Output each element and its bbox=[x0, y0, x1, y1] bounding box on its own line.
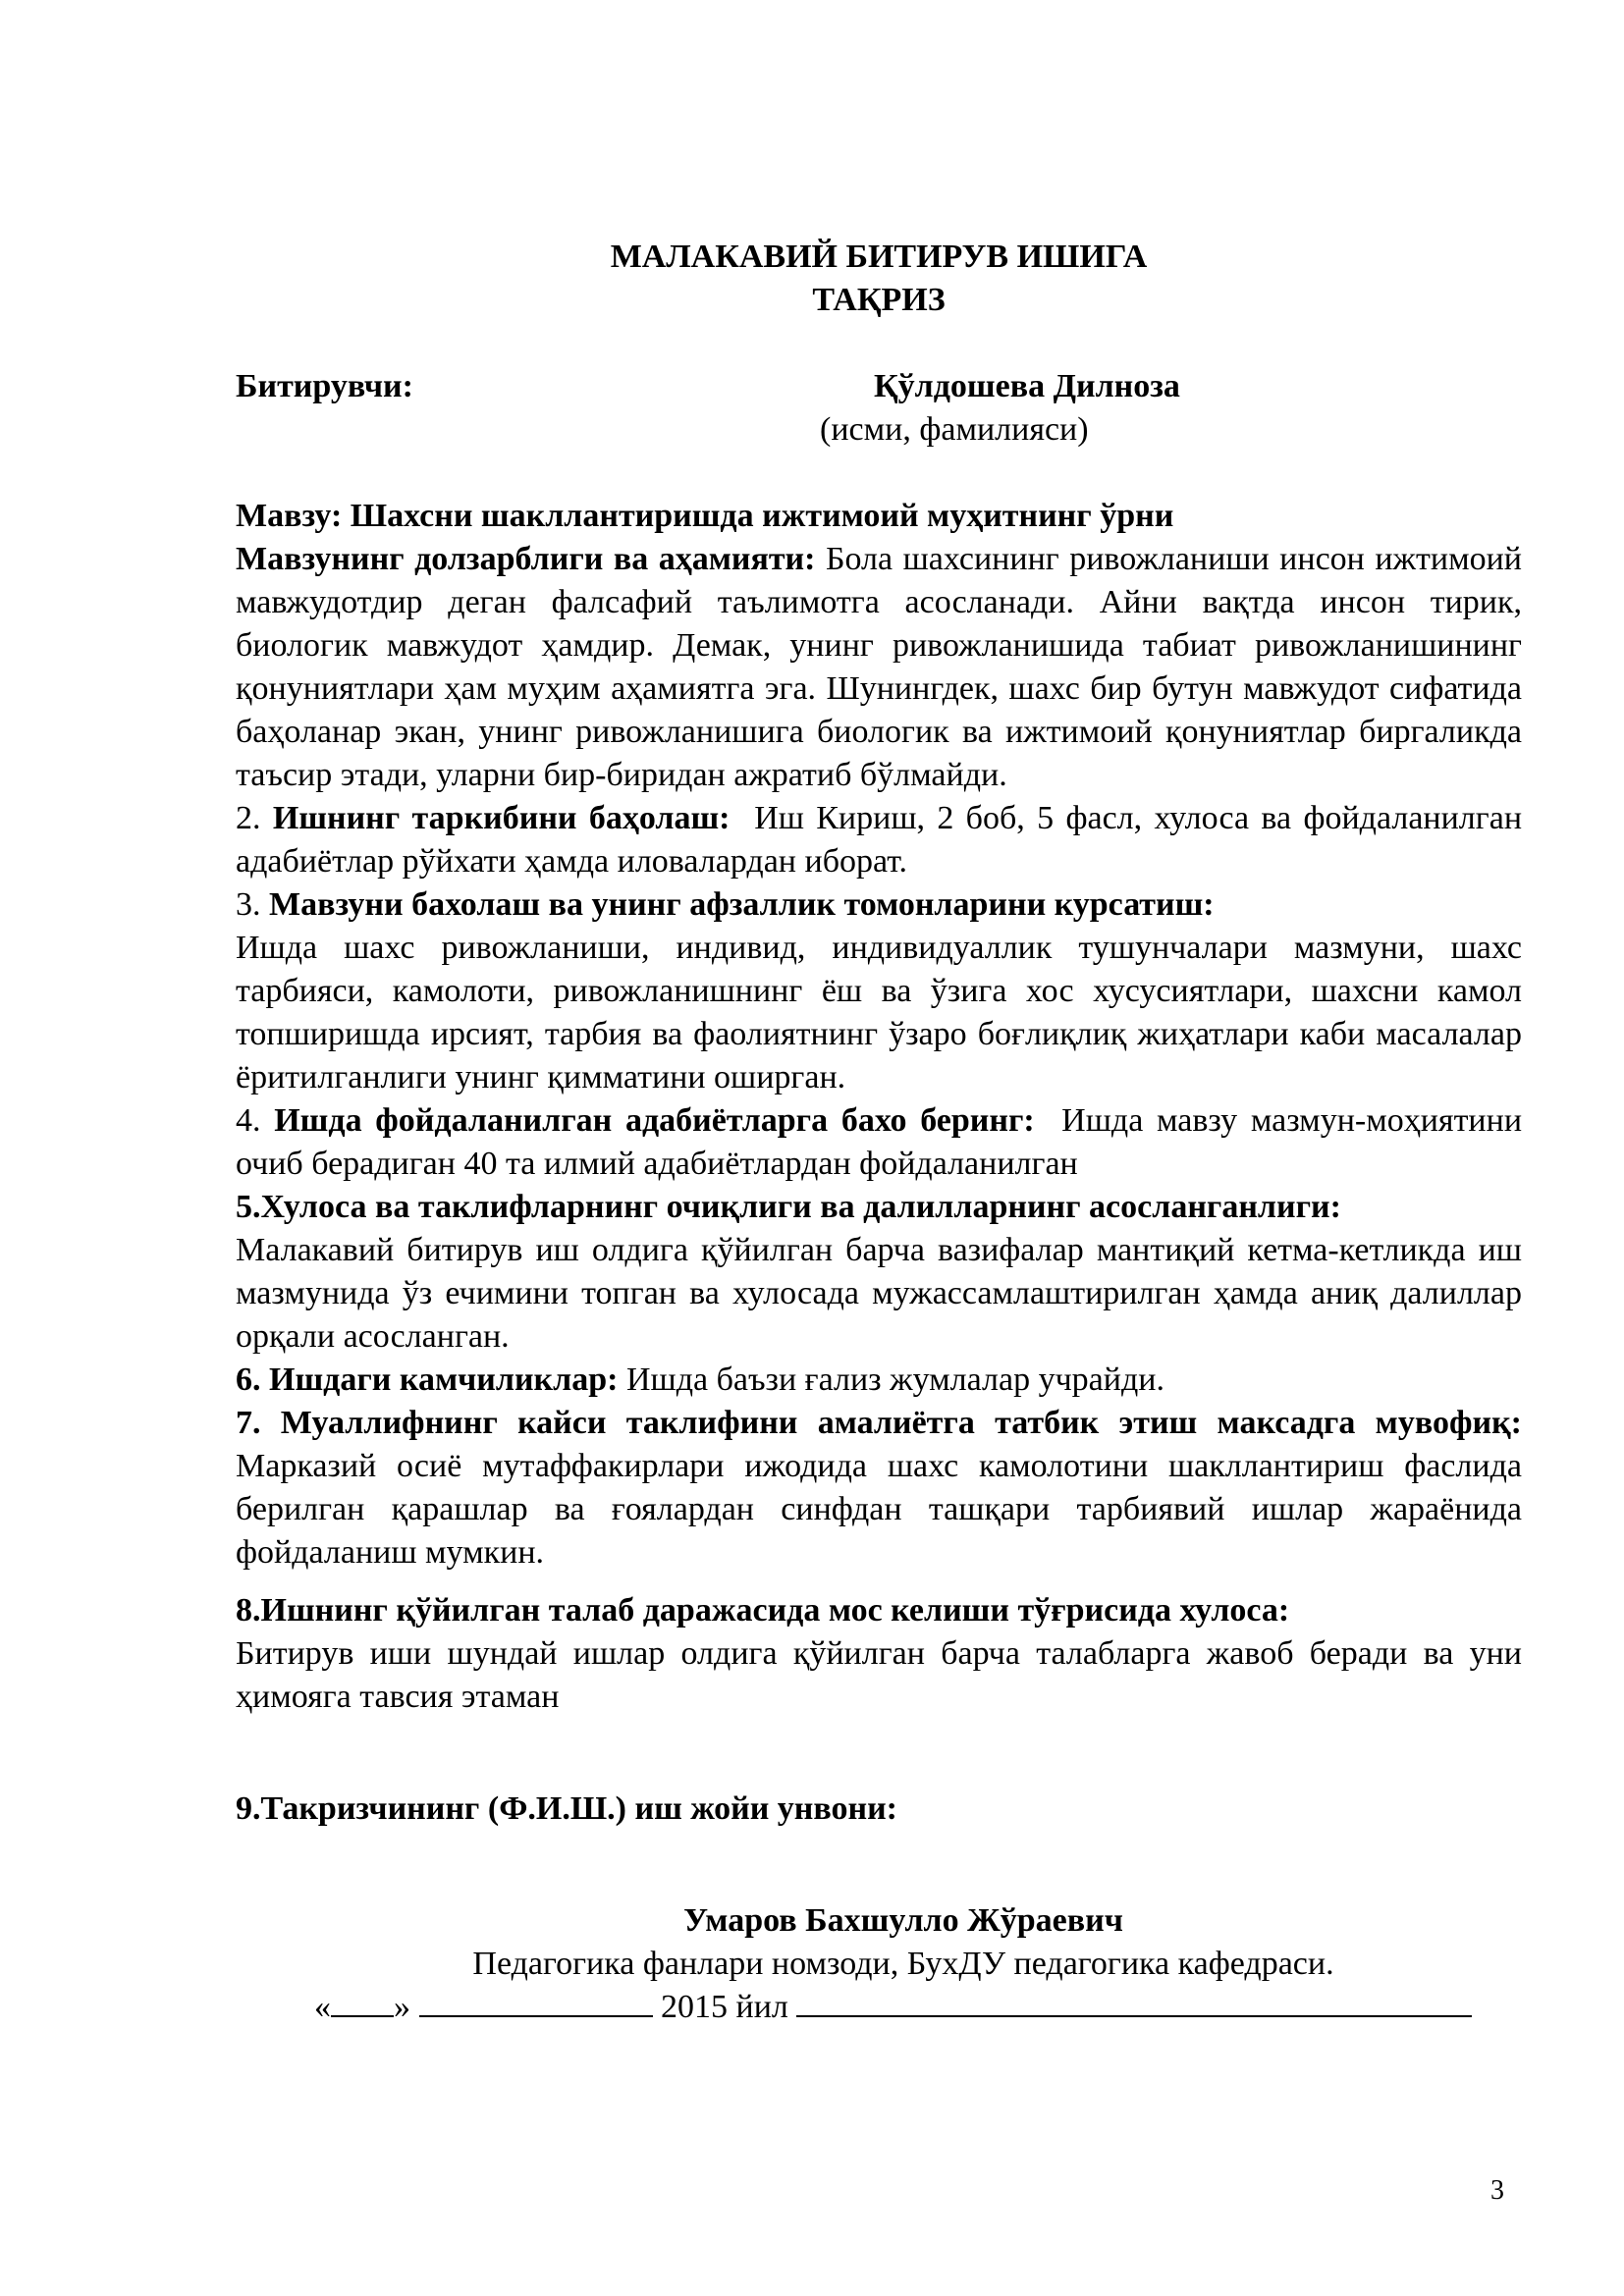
relevance-label: Мавзунинг долзарблиги ва аҳамияти: bbox=[236, 541, 816, 577]
section-3-text: Ишда шахс ривожланиши, индивид, индивидуаллик тушунчалари мазмуни, шахс тарбияси, камолоти, ривожланишнинг ёш ва ўзига хос хусусиятлари, шахсни камол топширишда ирсият, тарбия ва фаолиятнинг ўзаро боғлиқлиқ жиҳатлари каби масалалар ёритилганлиги унинг қимматини оширган. bbox=[236, 930, 1522, 1095]
title-line-1: МАЛАКАВИЙ БИТИРУВ ИШИГА bbox=[610, 239, 1148, 275]
reviewer-position: Педагогика фанлари номзоди, БухДУ педагогика кафедраси. bbox=[472, 1946, 1334, 1982]
date-year: 2015 йил bbox=[661, 1989, 788, 2025]
graduate-name: Қўлдошева Дилноза bbox=[874, 368, 1180, 404]
page-number: 3 bbox=[1490, 2175, 1504, 2206]
graduate-caption-row bbox=[236, 408, 1522, 452]
section-7-text: Марказий осиё мутаффакирлари ижодида шахс камолотини шакллантириш фаслида берилган қарашлар ва ғоялардан синфдан ташқари тарбиявий ишлар жараёнида фойдаланиш мумкин. bbox=[236, 1448, 1522, 1571]
graduate-label: Битирувчи: bbox=[236, 368, 413, 404]
section-8-body bbox=[236, 1632, 1522, 1719]
section-5-label: 5.Хулоса ва таклифларнинг очиқлиги ва далилларнинг асосланганлиги: bbox=[236, 1189, 1341, 1225]
section-5-body bbox=[236, 1229, 1522, 1359]
section-6-text: Ишда баъзи ғализ жумлалар учрайди. bbox=[625, 1362, 1164, 1398]
section-7 bbox=[236, 1402, 1522, 1575]
document-body bbox=[236, 236, 1522, 2029]
relevance-text: Бола шахсининг ривожланиши инсон ижтимоий мавжудотдир деган фалсафий таълимотга асосланади. Айни вақтда инсон тирик, биологик мавжудот ҳамдир. Демак, унинг ривожланишида табиат ривожланишининг қонуниятлари ҳам муҳим аҳамиятга эга. Шунингдек, шахс бир бутун мавжудот сифатида баҳоланар экан, унинг ривожланишига биологик ва ижтимоий қонуниятлар биргаликда таъсир этади, уларни бир-биридан ажратиб бўлмайди. bbox=[236, 541, 1522, 793]
section-6 bbox=[236, 1359, 1522, 1402]
section-9-label: 9.Такризчининг (Ф.И.Ш.) иш жойи унвони: bbox=[236, 1790, 898, 1827]
date-close-quote: » bbox=[394, 1989, 410, 2025]
title-line-2: ТАҚРИЗ bbox=[812, 282, 946, 318]
section-relevance bbox=[236, 538, 1522, 797]
section-2-text: Иш Кириш, 2 боб, 5 фасл, хулоса ва фойдаланилган адабиётлар рўйхати ҳамда иловалардан иборат. bbox=[236, 800, 1523, 880]
reviewer-name: Умаров Бахшулло Жўраевич bbox=[683, 1902, 1123, 1939]
section-2-label: Ишнинг таркибини баҳолаш: bbox=[272, 800, 731, 836]
topic-label: Мавзу: Шахсни шакллантиришда ижтимоий муҳитнинг ўрни bbox=[236, 498, 1174, 534]
section-3-heading bbox=[236, 883, 1522, 927]
topic-line bbox=[236, 495, 1522, 538]
section-4-number: 4. bbox=[236, 1102, 261, 1139]
graduate-caption: (исми, фамилияси) bbox=[820, 411, 1089, 448]
section-7-label: 7. Муаллифнинг кайси таклифини амалиётга татбик этиш максадга мувофиқ: bbox=[236, 1405, 1522, 1441]
date-signature-line bbox=[236, 1986, 1522, 2029]
section-3-body bbox=[236, 927, 1522, 1099]
date-open-quote: « bbox=[314, 1989, 331, 2025]
section-4 bbox=[236, 1099, 1522, 1186]
section-3-number: 3. bbox=[236, 886, 261, 923]
section-2-number: 2. bbox=[236, 800, 261, 836]
section-6-label: 6. Ишдаги камчиликлар: bbox=[236, 1362, 619, 1398]
section-2 bbox=[236, 797, 1522, 883]
section-3-label: Мавзуни бахолаш ва унинг афзаллик томонларини курсатиш: bbox=[269, 886, 1215, 923]
signature-blank bbox=[796, 1986, 1472, 2017]
graduate-row bbox=[236, 365, 1522, 408]
section-4-label: Ишда фойдаланилган адабиётларга бахо беринг: bbox=[274, 1102, 1035, 1139]
day-blank bbox=[331, 1986, 394, 2017]
section-5-text: Малакавий битирув иш олдига қўйилган барча вазифалар мантиқий кетма-кетликда иш мазмунида ўз ечимини топган ва хулосада мужассамлаштирилган ҳамда аниқ далиллар орқали асосланган. bbox=[236, 1232, 1522, 1355]
section-4-text: Ишда мавзу мазмун-моҳиятини очиб берадиган 40 та илмий адабиётлардан фойдаланилган bbox=[236, 1102, 1523, 1182]
month-blank bbox=[419, 1986, 653, 2017]
document-title bbox=[236, 236, 1522, 322]
section-9-heading bbox=[236, 1788, 1522, 1831]
section-8-label: 8.Ишнинг қўйилган талаб даражасида мос келиши тўғрисида хулоса: bbox=[236, 1592, 1290, 1629]
section-8-text: Битирув иши шундай ишлар олдига қўйилган барча талабларга жавоб беради ва уни ҳимояга тавсия этаман bbox=[236, 1635, 1522, 1715]
section-5-heading bbox=[236, 1186, 1522, 1229]
section-8-heading bbox=[236, 1589, 1522, 1632]
